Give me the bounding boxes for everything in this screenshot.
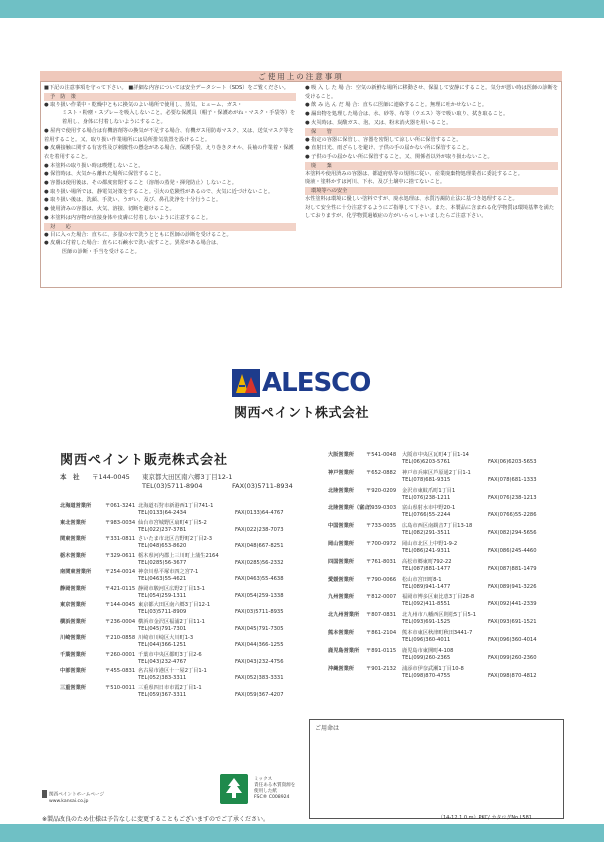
branch-postal: 〒254-0014 <box>105 569 136 575</box>
branch-label: 北陸営業所（富山） <box>328 505 375 512</box>
branch-postal: 〒812-0007 <box>366 594 397 601</box>
branch-postal: 〒807-0831 <box>366 612 397 619</box>
branch-postal: 〒510-0011 <box>105 684 136 691</box>
branch-address: 富山県射水市中野20-1 <box>402 505 456 512</box>
branch-address: 福岡市博多区東比恵3丁目28-8 <box>402 594 475 601</box>
branch-fax: FAX(0285)56-2332 <box>235 559 284 566</box>
branch-tel: TEL(06)6203-5761 <box>402 459 451 465</box>
notice-line: ● 漏出物を処理した場合は、水、砂等、布等（ウエス）等で吸い取り、拭き取ること。 <box>305 111 509 118</box>
branch-postal: 〒329-0611 <box>105 552 136 559</box>
branch-entry <box>328 594 578 609</box>
branch-postal: 〒331-0811 <box>105 536 136 542</box>
notice-section-heading: 廃 棄 <box>305 162 558 170</box>
branch-entry <box>60 685 310 700</box>
branch-address: 岡山市北区上中野1-9-2 <box>402 541 458 547</box>
notice-line: ● 取り扱い場所では、静電気対策をすること。引火の危険性があるので、火気に近づけないこと。 <box>44 188 274 195</box>
notice-line: ● 直射日光、雨ざらしを避け、子供の手の届かない所に保管すること。 <box>305 145 472 152</box>
branch-label: 岡山営業所 <box>328 541 354 547</box>
branch-entry <box>328 612 578 627</box>
branch-address: 大阪市中央区瓦町4丁目1-14 <box>402 452 469 458</box>
branch-label: 九州営業所 <box>328 594 354 601</box>
branch-entry <box>328 630 578 645</box>
notice-line: 本塗料や使用済みの容器は、都道府県等の規則に従い、産業廃棄物処理業者に委託すること。 <box>305 170 523 177</box>
branch-entry <box>60 602 310 617</box>
branch-entry <box>328 470 578 485</box>
branch-label: 北陸営業所 <box>328 487 354 494</box>
branch-address: 静岡市駿河区広野2丁目13-1 <box>138 585 205 592</box>
branch-tel: TEL(093)691-1525 <box>402 619 451 626</box>
branch-tel: TEL(076)238-1211 <box>402 494 451 501</box>
branch-fax: FAX(086)245-4460 <box>488 548 537 554</box>
branch-tel: TEL(086)241-9311 <box>402 548 451 554</box>
branch-entry <box>60 668 310 683</box>
branch-address: 北九州市八幡西区則松5丁目5-1 <box>402 612 477 619</box>
branch-address: 熊本市東区秋津町秋田3441-7 <box>402 630 473 636</box>
branch-fax: FAX(096)360-4014 <box>488 637 537 643</box>
alesco-logo <box>232 369 372 429</box>
branch-tel: TEL(092)411-8551 <box>402 601 451 608</box>
branch-tel: TEL(048)653-8620 <box>138 543 187 549</box>
notice-line: ● 指定の容器に保管し、容器を密閉して涼しい所に保管すること。 <box>305 136 462 143</box>
branch-postal: 〒260-0001 <box>105 651 136 658</box>
branch-label: 北九州営業所 <box>328 612 360 619</box>
branch-tel: TEL(078)681-9315 <box>402 476 451 483</box>
branch-entry <box>60 569 310 584</box>
branch-entry <box>60 635 310 650</box>
branch-postal: 〒983-0034 <box>105 519 136 526</box>
branch-entry <box>328 488 578 503</box>
branch-fax: FAX(087)881-1479 <box>488 565 537 572</box>
fsc-tree-icon <box>220 774 248 804</box>
branch-entry <box>328 648 578 663</box>
notice-line: ● 目に入った場合：直ちに、多量の水で洗うとともに医師の診断を受けること。 <box>44 231 232 238</box>
branch-address: 広島市西区南観音7丁目13-18 <box>402 523 473 530</box>
branch-entry <box>60 520 310 535</box>
notice-line: 医師の診断・手当を受けること。 <box>62 248 140 255</box>
branch-tel: TEL(043)232-4767 <box>138 658 187 665</box>
branch-label: 東京営業所 <box>60 602 86 608</box>
contact-box-label: ご用命は <box>315 725 340 732</box>
branch-fax: FAX(048)667-8251 <box>235 543 284 549</box>
fsc-line-3: 使用した紙 <box>254 789 277 794</box>
notice-line: ● 取り扱い後は、洗顔、手洗い、うがい、及び、鼻孔洗浄を十分行うこと。 <box>44 197 222 204</box>
fsc-mark <box>220 774 300 804</box>
branch-address: 高松市郷東町792-22 <box>402 558 452 565</box>
branch-label: 四国営業所 <box>328 558 354 565</box>
branch-fax: FAX(03)5711-8935 <box>235 609 284 615</box>
branch-tel: TEL(098)870-4755 <box>402 672 451 679</box>
branch-postal: 〒790-0066 <box>366 576 397 583</box>
branch-entry <box>60 619 310 634</box>
top-color-band <box>0 0 604 18</box>
homepage-url: www.kansai.co.jp <box>49 798 89 804</box>
brand-name: ALESCO <box>262 368 371 398</box>
branch-tel: TEL(082)291-3511 <box>402 530 451 537</box>
notice-line: ■下記の注意事項を守って下さい。 ■詳細な内容については安全データシート（SDS）をご覧ください。 <box>44 85 289 91</box>
notice-line: ● 皮膚に付着した場合：直ちに石鹸水で洗い流すこと。異常がある場合は、 <box>44 240 222 247</box>
hq-fax: FAX(03)5711-8934 <box>232 482 293 490</box>
branch-tel: TEL(022)237-3781 <box>138 526 187 533</box>
notice-line: ● 保管時は、火気から離れた場所に保管すること。 <box>44 171 165 178</box>
branch-label: 熊本営業所 <box>328 630 354 636</box>
branch-entry <box>60 536 310 551</box>
branch-tel: TEL(03)5711-8909 <box>138 609 187 615</box>
notice-line: ● 吸 入 し た 場 合：空気の新鮮な場所に移動させ、保温して安静にすること。気分が悪い時は医師の診断を受けること。 <box>305 85 558 100</box>
branch-fax: FAX(092)441-2339 <box>488 601 537 608</box>
notice-line: ● 飲 み 込 ん だ 場 合：直ちに医師に連絡すること。無理に吐かせないこと。 <box>305 102 488 109</box>
notice-line: ● 本塗料の取り扱い時は喫煙しないこと。 <box>44 162 144 169</box>
fsc-line-1: ミックス <box>254 777 273 782</box>
notice-section-heading: 予 防 策 <box>44 93 296 101</box>
disclaimer: ※製品改良のため仕様は予告なしに変更することもございますのでご了承ください。 <box>42 816 270 823</box>
notice-line: ● 取り扱い作業中・乾燥中ともに換気のよい場所で使用し、蒸気、ヒューム、ガス・ <box>44 101 243 108</box>
branch-entry <box>60 652 310 667</box>
branch-label: 関東営業所 <box>60 536 86 542</box>
branch-label: 沖縄営業所 <box>328 665 354 672</box>
branch-fax: FAX(0463)55-4638 <box>235 576 284 582</box>
branch-entry <box>60 586 310 601</box>
notice-line: 廃液・塗料かすは河川、下水、及び土壌中に捨てないこと。 <box>305 179 446 186</box>
branch-fax: FAX(082)294-5656 <box>488 530 537 537</box>
branch-entry <box>328 559 578 574</box>
hq-entry <box>60 473 300 493</box>
branch-label: 川崎営業所 <box>60 635 86 641</box>
branch-fax: FAX(076)238-1213 <box>488 494 537 501</box>
branch-fax: FAX(0133)64-4767 <box>235 510 284 516</box>
branch-address: 名古屋市港区十一屋2丁目1-1 <box>138 668 207 674</box>
branch-tel: TEL(089)941-1477 <box>402 583 451 590</box>
branch-address: 東京都大田区南六郷3丁目12-1 <box>138 602 211 608</box>
branch-label: 大阪営業所 <box>328 452 354 458</box>
hq-tel: TEL(03)5711-8904 <box>142 482 203 490</box>
notice-right-column <box>305 84 558 221</box>
branch-address: 神奈川県平塚市四之宮7-1 <box>138 569 199 575</box>
branch-fax: FAX(044)366-1255 <box>235 642 284 648</box>
branch-postal: 〒761-8031 <box>366 558 397 565</box>
branch-tel: TEL(099)260-2365 <box>402 654 451 661</box>
branch-address: 浦添市伊奈武瀬1丁目10-8 <box>402 665 464 672</box>
branch-postal: 〒733-0035 <box>366 523 397 530</box>
notice-section-heading: 環境等への安全 <box>305 187 558 195</box>
branch-postal: 〒901-2132 <box>366 665 397 672</box>
branch-tel: TEL(044)366-1251 <box>138 642 187 648</box>
notice-line: ● 容器は使用後は、その都度密閉すること（溶剤の蒸発・揮発防止）しないこと。 <box>44 180 237 187</box>
branch-address: 松山市宮田町8-1 <box>402 576 442 583</box>
branch-postal: 〒541-0048 <box>366 452 397 458</box>
branch-tel: TEL(052)383-3311 <box>138 675 187 681</box>
branch-entry <box>328 577 578 592</box>
branch-fax: FAX(054)259-1338 <box>235 592 284 599</box>
branch-address: 北海道石狩市新港西1丁目741-1 <box>138 503 214 509</box>
notice-section-heading: 保 管 <box>305 128 558 136</box>
branch-tel: TEL(096)360-4011 <box>402 637 451 643</box>
branch-fax: FAX(0766)55-2286 <box>488 512 537 519</box>
branch-fax: FAX(098)870-4812 <box>488 672 537 679</box>
branch-address: 金沢市東蚊爪町1丁目1 <box>402 487 456 494</box>
branch-address: さいたま市北区吉野町2丁目2-3 <box>138 536 213 542</box>
branch-address: 栃木県河内郡上三川町上蒲生2164 <box>138 552 219 559</box>
branch-entry <box>60 553 310 568</box>
contact-box <box>309 719 564 819</box>
homepage-info <box>42 790 104 805</box>
branch-fax: FAX(022)238-7073 <box>235 526 284 533</box>
branch-tel: TEL(087)881-1477 <box>402 565 451 572</box>
branch-label: 北海道営業所 <box>60 503 92 509</box>
branch-label: 中国営業所 <box>328 523 354 530</box>
fsc-line-4: FSC® C008924 <box>254 795 290 800</box>
branch-address: 鹿児島市東開町4-108 <box>402 647 454 654</box>
branch-tel: TEL(045)791-7301 <box>138 625 187 632</box>
notice-line: ミスト・粉塵・スプレーを吸入しないこと。必要な保護具（帽子・保護めがね・マスク・手袋等）を着用し、身体に付着しないようにすること。 <box>62 110 296 126</box>
notice-line: ● 火災時は、炭酸ガス、泡、又は、粉末消火器を用いること。 <box>305 119 452 126</box>
branch-tel: TEL(059)367-3311 <box>138 691 187 698</box>
branch-label: 鹿児島営業所 <box>328 647 360 654</box>
branch-tel: TEL(0463)55-4621 <box>138 576 187 582</box>
branch-fax: FAX(045)791-7305 <box>235 625 284 632</box>
notice-section-heading: 対 応 <box>44 223 296 231</box>
branch-label: 静岡営業所 <box>60 585 86 592</box>
catalog-code: （14-12.1.0.m）PKC/ カタログNo.L581 <box>438 815 532 821</box>
branch-entry <box>328 523 578 538</box>
branch-entry <box>328 541 578 556</box>
branch-fax: FAX(089)941-3226 <box>488 583 537 590</box>
branch-postal: 〒861-2104 <box>366 630 397 636</box>
notice-line: ● 皮膚接触に関する有害性及び刺激性の懸念がある場合、保護手袋、えり巻きタオル、長袖の作業着・保護衣を着用すること。 <box>44 145 294 160</box>
hq-address: 東京都大田区南六郷3丁目12-1 <box>142 473 233 481</box>
branch-address: 三重県四日市市霞2丁目1-1 <box>138 684 202 691</box>
branch-entry <box>328 666 578 681</box>
hq-postal: 〒144-0045 <box>92 473 130 481</box>
branch-fax: FAX(093)691-1521 <box>488 619 537 626</box>
branch-label: 千葉営業所 <box>60 651 86 658</box>
branch-entry <box>328 452 578 467</box>
branch-postal: 〒455-0831 <box>105 668 136 674</box>
hq-label: 本 社 <box>60 473 80 481</box>
branch-tel: TEL(0133)64-2434 <box>138 510 187 516</box>
branch-postal: 〒891-0115 <box>366 647 397 654</box>
branch-postal: 〒939-0303 <box>366 505 397 512</box>
branch-fax: FAX(052)383-3331 <box>235 675 284 681</box>
branch-fax: FAX(078)681-1333 <box>488 476 537 483</box>
branch-label: 神戸営業所 <box>328 469 354 476</box>
branch-tel: TEL(0285)56-3677 <box>138 559 187 566</box>
branch-fax: FAX(06)6203-5653 <box>488 459 537 465</box>
branch-address: 仙台市宮城野区扇町4丁目5-2 <box>138 519 207 526</box>
branch-postal: 〒920-0209 <box>366 487 397 494</box>
branch-postal: 〒210-0858 <box>105 635 136 641</box>
branch-label: 東北営業所 <box>60 519 86 526</box>
notice-line: ● 子供の手の届かない所に保管すること。又、関係者以外が取り扱わないこと。 <box>305 153 493 160</box>
branch-address: 神戸市兵庫区芦原通2丁目1-1 <box>402 469 471 476</box>
branch-postal: 〒061-3241 <box>105 503 136 509</box>
branch-fax: FAX(099)260-2360 <box>488 654 537 661</box>
branch-address: 千葉市中央区都町3丁目2-6 <box>138 651 202 658</box>
bottom-color-band <box>0 824 604 842</box>
notice-left-column <box>44 84 296 257</box>
notice-line: 水性塗料は環境に優しい塗料ですが、廃水処理は、水質汚濁防止法に基づき処理すること。 <box>305 196 518 203</box>
branch-label: 三重営業所 <box>60 684 86 691</box>
branch-postal: 〒236-0004 <box>105 618 136 625</box>
branch-label: 南関東営業所 <box>60 569 92 575</box>
branch-label: 愛媛営業所 <box>328 576 354 583</box>
notice-line: ● 屋内で使用する場合は有機溶剤等の換気が不足する場合、有機ガス用防毒マスク、又は、送気マスク等を着用すること。又、取り扱い作業場所には局所排気装置を設けること。 <box>44 127 294 143</box>
branch-address: 川崎市川崎区大川町1-3 <box>138 635 194 641</box>
branch-entry <box>328 505 578 520</box>
fsc-line-2: 責任ある木質資源を <box>254 783 296 788</box>
branch-label: 中部営業所 <box>60 668 86 674</box>
branch-address: 横浜市金沢区福浦2丁目11-1 <box>138 618 205 625</box>
company-name: 関西ペイント株式会社 <box>234 406 370 421</box>
sales-company-name: 関西ペイント販売株式会社 <box>60 453 229 468</box>
homepage-label: 関西ペイントホームページ <box>49 792 105 798</box>
branch-tel: TEL(054)259-1311 <box>138 592 187 599</box>
branch-fax: FAX(043)232-4756 <box>235 658 284 665</box>
branch-postal: 〒700-0972 <box>366 541 397 547</box>
branch-label: 栃木営業所 <box>60 552 86 559</box>
alesco-mark-icon <box>232 369 260 397</box>
branch-fax: FAX(059)367-4207 <box>235 691 284 698</box>
phone-icon <box>42 790 47 798</box>
branch-label: 横浜営業所 <box>60 618 86 625</box>
branch-postal: 〒144-0045 <box>105 602 136 608</box>
notice-line: ● 使用済みの容器は、火気、溶接、切断を避けること。 <box>44 206 175 213</box>
notice-line: 対して安全性に十分注意するようにご指導して下さい。また、本製品に含まれる化学物質は環境基準を満たしておりますが、化学物質過敏症の方がいらっしゃいましたらご注意下さい。 <box>305 204 555 220</box>
notice-line: ● 本塗料は内容物が直接身体や皮膚に付着しないように注意すること。 <box>44 214 211 221</box>
branch-postal: 〒652-0882 <box>366 469 397 476</box>
branch-tel: TEL(0766)55-2244 <box>402 512 451 519</box>
branch-postal: 〒421-0115 <box>105 585 136 592</box>
notice-title: ご使用上の注意事項 <box>40 71 562 82</box>
branch-entry <box>60 503 310 518</box>
